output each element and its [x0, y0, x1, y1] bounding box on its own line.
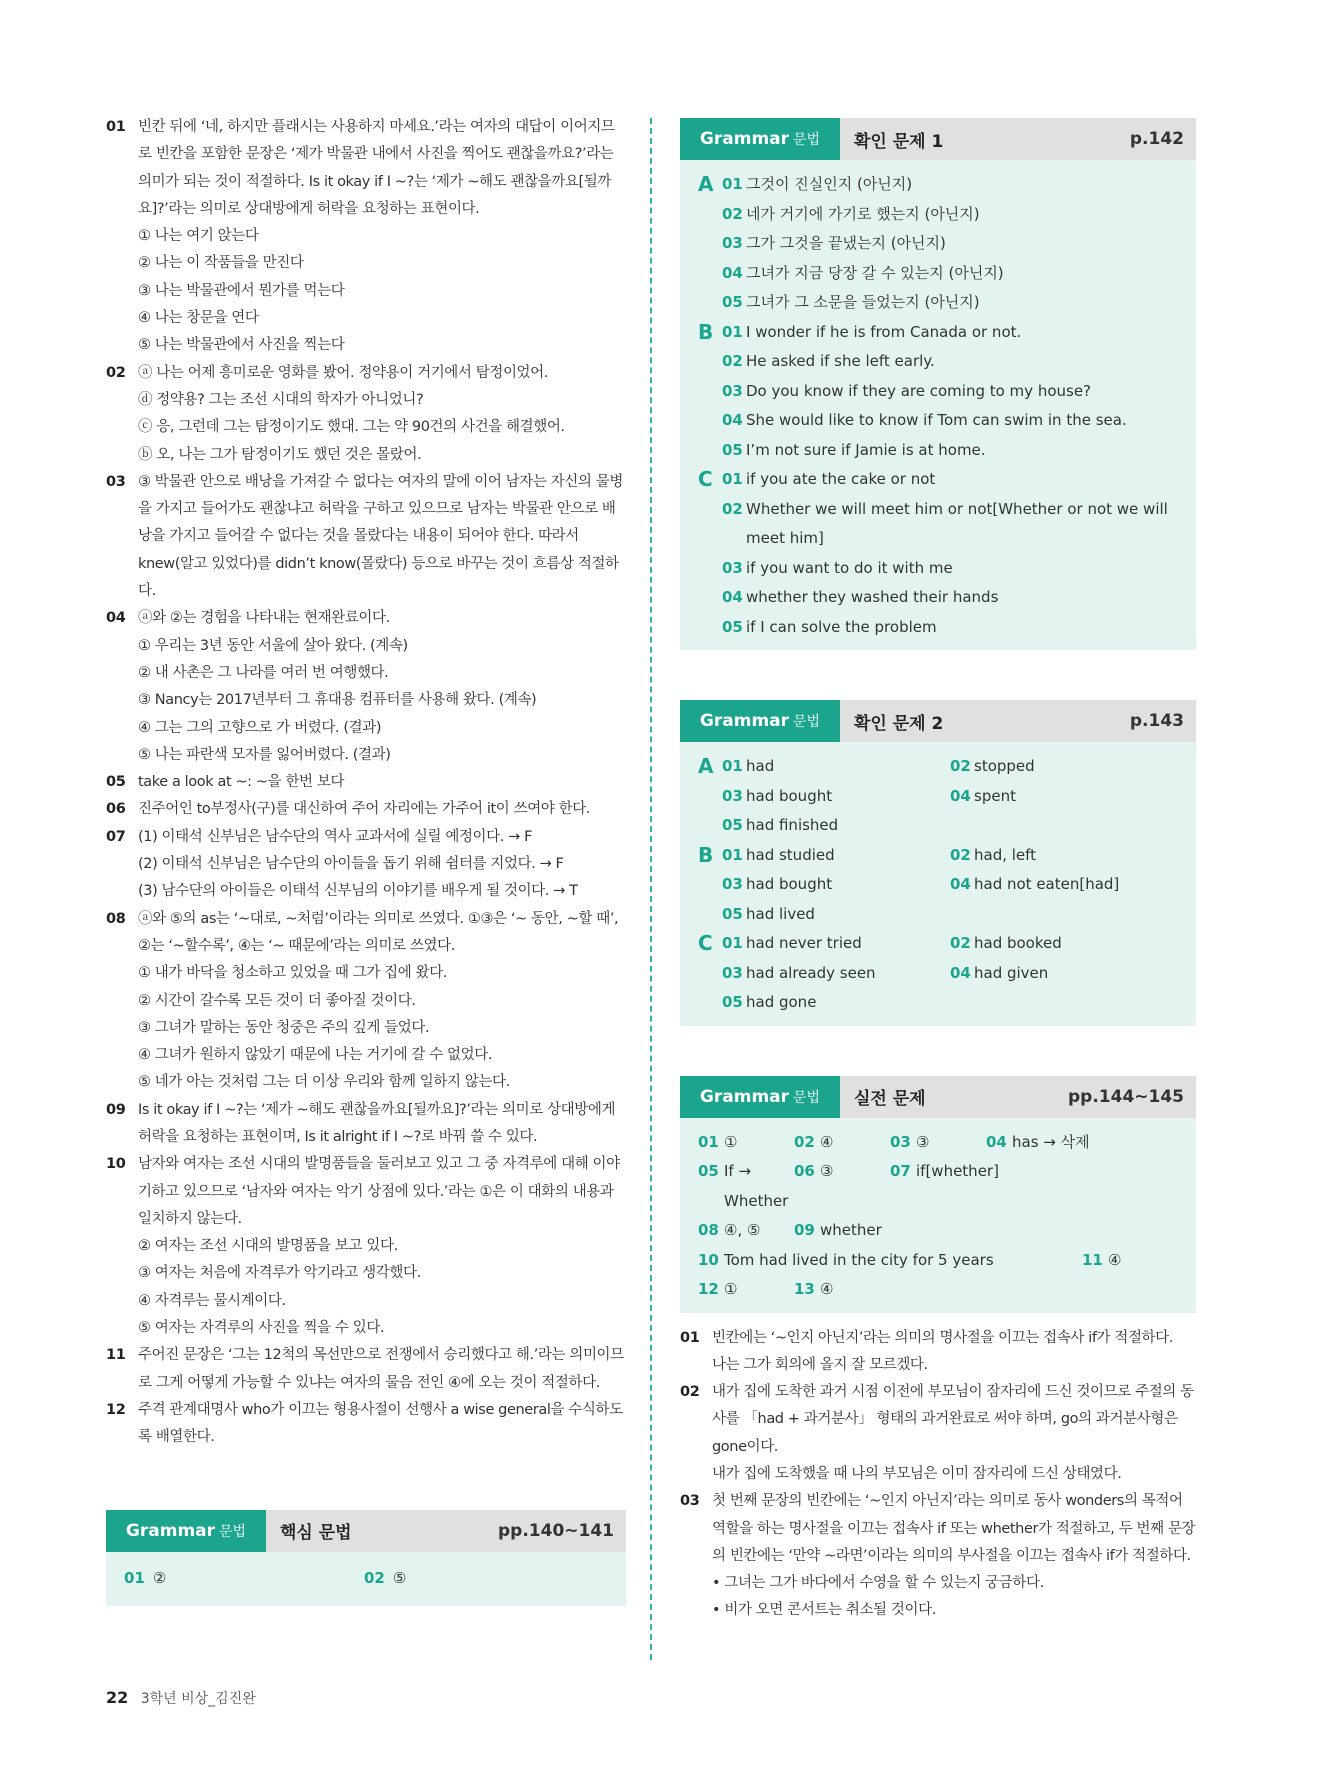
answer-text: ③: [820, 1162, 834, 1180]
item-body: [138, 1342, 626, 1397]
answer-num: 04: [722, 411, 743, 429]
answer-line: [722, 465, 1180, 495]
answer-num: 03: [722, 786, 743, 805]
answer-text: had: [746, 757, 775, 775]
item-number: 07: [106, 828, 126, 845]
item-body: [712, 1488, 1196, 1624]
explanation-item: [106, 605, 626, 769]
box-body: [680, 742, 1196, 1026]
answer-line: [722, 377, 1180, 407]
answer-num: 02: [950, 845, 971, 864]
box-page-ref: pp.144~145: [1067, 1086, 1184, 1107]
answer-num: 02: [722, 204, 743, 223]
answer-cell: [698, 1157, 794, 1216]
answer-text: whether they washed their hands: [746, 588, 999, 606]
answer-text: I’m not sure if Jamie is at home.: [746, 440, 986, 459]
grammar-badge: [680, 1076, 840, 1118]
section-letter: B: [698, 842, 714, 867]
item-number: 08: [106, 910, 126, 927]
answer-cell: [950, 752, 1180, 782]
section-c: [698, 929, 1180, 1018]
answer-text: had not eaten[had]: [974, 875, 1120, 893]
item-line: ⑤ 나는 박물관에서 사진을 찍는다: [138, 337, 345, 354]
answer-cell: [794, 1157, 890, 1216]
answer-cell: [722, 811, 950, 841]
explanation-item: [106, 469, 626, 605]
item-number: 11: [106, 1347, 126, 1364]
item-line: take a look at ~: ~을 한번 보다: [138, 774, 345, 791]
answer-row: [722, 752, 1180, 782]
answer-value: ②: [152, 1568, 167, 1587]
section-answers: [722, 929, 1180, 1018]
box-page-ref: pp.140~141: [497, 1520, 614, 1541]
item-line: ④ 나는 창문을 연다: [138, 310, 259, 327]
item-body: [138, 906, 626, 1097]
answer-cell: [950, 929, 1180, 959]
answer-num: 04: [986, 1132, 1007, 1151]
item-line: 내가 집에 도착했을 때 나의 부모님은 이미 잠자리에 드신 상태였다.: [712, 1465, 1122, 1482]
answer-num: 03: [722, 875, 743, 893]
item-line: ④ 그는 그의 고향으로 가 버렸다. (결과): [138, 719, 382, 736]
box-header: [680, 1076, 1196, 1118]
item-body: [138, 1097, 626, 1152]
section-a: [698, 170, 1180, 318]
answer-item: [364, 1564, 406, 1596]
answer-text: had bought: [746, 786, 833, 805]
explanation-item: [106, 114, 626, 360]
answer-text: if I can solve the problem: [746, 617, 937, 636]
answer-text: spent: [974, 786, 1016, 805]
item-line: ② 나는 이 작품들을 만진다: [138, 255, 304, 272]
answer-line: [722, 200, 1180, 230]
badge-label-kr: 문법: [793, 714, 821, 730]
box-page-ref: p.142: [1129, 129, 1184, 149]
section-letter: C: [698, 931, 713, 955]
item-number: 06: [106, 801, 126, 818]
answer-num: 03: [890, 1132, 911, 1151]
answer-num: 04: [950, 786, 971, 805]
answer-text: She would like to know if Tom can swim in the sea.: [746, 411, 1127, 429]
answer-row: [722, 988, 1180, 1018]
section-letter: B: [698, 319, 714, 344]
item-line: ③ 나는 박물관에서 뭔가를 먹는다: [138, 282, 345, 299]
box-title: 확인 문제 2: [854, 713, 944, 734]
item-line: ① 우리는 3년 동안 서울에 살아 왔다. (계속): [138, 637, 408, 654]
item-line: ⑤ 나는 파란색 모자를 잃어버렸다. (결과): [138, 746, 391, 763]
answer-row: [722, 841, 1180, 871]
column-divider: [650, 118, 652, 1660]
grammar-badge: [680, 118, 840, 160]
answer-row: [698, 1216, 1180, 1246]
answer-num: 04: [950, 963, 971, 982]
item-number: 01: [680, 1329, 700, 1346]
item-line: ⑤ 여자는 자격루의 사진을 찍을 수 있다.: [138, 1320, 385, 1337]
item-number: 09: [106, 1101, 126, 1118]
item-line: (3) 남수단의 아이들은 이태석 신부님의 이야기를 배우게 될 것이다. → T: [138, 883, 578, 900]
answer-num: 05: [722, 904, 743, 923]
answer-line: [722, 554, 1180, 584]
section-letter: A: [698, 172, 714, 196]
section-answers: [722, 170, 1180, 318]
answer-num: 02: [794, 1132, 815, 1151]
answer-text: ④: [820, 1280, 834, 1298]
item-line: ⑤ 네가 아는 것처럼 그는 더 이상 우리와 함께 일하지 않는다.: [138, 1074, 510, 1091]
practice-problem-box: [680, 1076, 1196, 1313]
item-line: ① 나는 여기 앉는다: [138, 228, 259, 245]
answer-text: 그녀가 지금 당장 갈 수 있는지 (아닌지): [746, 263, 1004, 282]
answer-cell: [986, 1128, 1186, 1158]
answer-text: Whether we will meet him or not[Whether or not we will meet him]: [746, 499, 1168, 547]
answer-cell: [794, 1216, 890, 1246]
answer-num: 01: [722, 175, 743, 193]
answer-text: ③: [916, 1132, 930, 1151]
answer-text: If → Whether: [724, 1162, 789, 1210]
answer-cell: [950, 782, 1180, 812]
answer-text: 그녀가 그 소문을 들었는지 (아닌지): [746, 293, 980, 311]
answer-line: [722, 229, 1180, 259]
answer-text: I wonder if he is from Canada or not.: [746, 322, 1022, 341]
explanation-item: [106, 906, 626, 1097]
item-body: [138, 114, 626, 360]
item-line: Is it okay if I ~?는 ‘제가 ~해도 괜찮을까요[될까요]?’라는 의미로 상대방에게 허락을 요청하는 표현이며, Is it alright if I ~?로 바꿔 쓸 수 있다.: [138, 1101, 616, 1145]
answer-line: [722, 288, 1180, 318]
answer-num: 13: [794, 1280, 815, 1298]
answer-text: ①: [724, 1280, 738, 1298]
answer-text: ①: [724, 1132, 738, 1151]
answer-num: 01: [722, 934, 743, 952]
answer-row: [722, 870, 1180, 900]
answer-row: [722, 811, 1180, 841]
box-header: [680, 700, 1196, 742]
answer-text: whether: [820, 1221, 882, 1239]
item-line: ④ 그녀가 원하지 않았기 때문에 나는 거기에 갈 수 없었다.: [138, 1047, 493, 1064]
answer-cell: [794, 1275, 890, 1305]
answer-cell: [698, 1246, 1082, 1276]
answer-text: 네가 거기에 가기로 했는지 (아닌지): [746, 204, 980, 223]
answer-value: ⑤: [392, 1568, 407, 1587]
item-body: [138, 605, 626, 769]
item-body: [712, 1379, 1196, 1488]
explanation-item: [106, 360, 626, 469]
answer-text: had, left: [974, 845, 1037, 864]
explanation-list: [680, 1325, 1196, 1625]
answer-text: if you want to do it with me: [746, 558, 953, 577]
item-line: ⓑ 오, 나는 그가 탐정이기도 했던 것은 몰랐어.: [138, 446, 422, 463]
answer-line: [722, 318, 1180, 348]
item-line: ⓐ와 ⑤의 as는 ‘~대로, ~처럼’이라는 의미로 쓰였다. ①③은 ‘~ 동안, ~할 때’, ②는 ‘~할수록’, ④는 ‘~ 때문에’라는 의미로 쓰였다.: [138, 910, 619, 954]
answer-text: had lived: [746, 904, 815, 923]
answer-text: 그가 그것을 끝냈는지 (아닌지): [746, 234, 946, 252]
item-number: 03: [680, 1493, 700, 1510]
box-title: 핵심 문법: [280, 1523, 352, 1544]
answer-num: 01: [124, 1568, 145, 1587]
answer-text: ④: [820, 1132, 834, 1151]
answer-text: if[whether]: [916, 1162, 999, 1180]
item-line: 진주어인 to부정사(구)를 대신하여 주어 자리에는 가주어 it이 쓰여야 한다.: [138, 801, 591, 818]
item-line: ⓐ와 ②는 경험을 나타내는 현재완료이다.: [138, 610, 390, 627]
answer-cell: [950, 870, 1180, 900]
answer-text: Tom had lived in the city for 5 years: [724, 1250, 994, 1269]
answer-cell: [722, 782, 950, 812]
badge-label: Grammar: [699, 711, 790, 731]
section-c: [698, 465, 1180, 642]
answer-cell: [794, 1128, 890, 1158]
answer-text: He asked if she left early.: [746, 352, 935, 370]
explanation-item: [680, 1325, 1196, 1380]
item-line: ⓒ 응, 그런데 그는 탐정이기도 했대. 그는 약 90건의 사건을 해결했어.: [138, 419, 565, 436]
answer-num: 05: [722, 440, 743, 459]
item-body: [138, 824, 626, 906]
box-title: 실전 문제: [854, 1089, 926, 1109]
answer-line: [722, 613, 1180, 643]
box-body: [680, 1118, 1196, 1313]
answer-text: if you ate the cake or not: [746, 470, 936, 488]
answer-num: 01: [722, 757, 743, 775]
box-header: [106, 1510, 626, 1552]
section-answers: [722, 318, 1180, 466]
answer-num: 01: [722, 322, 743, 341]
answer-text: ④, ⑤: [724, 1221, 761, 1239]
check-problem-2-box: [680, 700, 1196, 1026]
explanation-item: [106, 796, 626, 823]
answer-cell: [698, 1128, 794, 1158]
answer-cell: [722, 900, 950, 930]
answer-text: had given: [974, 963, 1049, 982]
answer-cell: [698, 1216, 794, 1246]
grammar-badge: [106, 1510, 266, 1552]
right-column: [680, 118, 1196, 1625]
answer-num: 04: [722, 588, 743, 606]
answer-num: 05: [698, 1162, 719, 1180]
answer-cell: [890, 1157, 999, 1216]
answer-cell: [722, 988, 950, 1018]
explanation-list: [106, 114, 626, 1452]
section-answers: [722, 752, 1180, 841]
badge-label-kr: 문법: [793, 132, 821, 148]
answer-num: 01: [722, 470, 743, 488]
answer-row: [698, 1275, 1180, 1305]
item-line: • 그녀는 그가 바다에서 수영을 할 수 있는지 궁금하다.: [712, 1575, 1044, 1592]
answer-num: 11: [1082, 1250, 1103, 1269]
answer-num: 03: [722, 234, 743, 252]
item-line: 첫 번째 문장의 빈칸에는 ‘~인지 아닌지’라는 의미로 동사 wonders의 목적어 역할을 하는 명사절을 이끄는 접속사 if 또는 whether가 적절하고, 두 번째 문장의 빈칸에는 ‘만약 ~라면’이라는 의미의 부사절을 이끄는 접속사 if가 적절하다.: [712, 1493, 1196, 1564]
answer-text: had never tried: [746, 934, 862, 952]
answer-text: had bought: [746, 875, 833, 893]
answer-line: [722, 495, 1180, 554]
answer-cell: [722, 752, 950, 782]
box-title: 확인 문제 1: [854, 131, 944, 152]
answer-num: 05: [722, 816, 743, 834]
answer-num: 10: [698, 1250, 719, 1269]
section-letter: C: [698, 467, 713, 491]
section-b: [698, 318, 1180, 466]
answer-num: 03: [722, 381, 743, 400]
explanation-item: [680, 1488, 1196, 1624]
answer-row: [722, 900, 1180, 930]
item-line: ② 시간이 갈수록 모든 것이 더 좋아질 것이다.: [138, 992, 416, 1009]
answer-text: 그것이 진실인지 (아닌지): [746, 175, 913, 193]
answer-text: had studied: [746, 845, 835, 864]
answer-num: 01: [722, 845, 743, 864]
answer-cell: [722, 870, 950, 900]
answer-cell: [722, 959, 950, 989]
answer-line: [722, 436, 1180, 466]
section-b: [698, 841, 1180, 930]
item-number: 03: [106, 473, 126, 490]
answer-line: [722, 583, 1180, 613]
answer-row: [698, 1157, 1180, 1216]
item-line: 주어진 문장은 ‘그는 12척의 목선만으로 전쟁에서 승리했다고 해.’라는 의미이므로 그게 어떻게 가능할 수 있냐는 여자의 물음 전인 ④에 오는 것이 적절하다.: [138, 1347, 624, 1391]
answer-row: [722, 929, 1180, 959]
answer-num: 02: [950, 934, 971, 952]
item-line: ④ 자격루는 물시계이다.: [138, 1292, 286, 1309]
item-number: 02: [106, 364, 126, 381]
answer-cell: [950, 841, 1180, 871]
answer-line: [722, 170, 1180, 200]
section-answers: [722, 465, 1180, 642]
answer-num: 05: [722, 993, 743, 1011]
item-body: [138, 1151, 626, 1342]
item-line: • 비가 오면 콘서트는 취소될 것이다.: [712, 1602, 936, 1619]
item-line: (2) 이태석 신부님은 남수단의 아이들을 돕기 위해 쉼터를 지었다. → F: [138, 856, 564, 873]
item-line: ③ 여자는 처음에 자격루가 악기라고 생각했다.: [138, 1265, 421, 1282]
answer-text: had already seen: [746, 963, 876, 982]
answer-cell: [950, 959, 1180, 989]
answer-num: 04: [722, 263, 743, 282]
badge-label: Grammar: [125, 1520, 216, 1541]
answer-row: [698, 1128, 1180, 1158]
answer-row: [698, 1246, 1180, 1276]
answer-text: had booked: [974, 934, 1062, 952]
box-header: [680, 118, 1196, 160]
section-letter: A: [698, 754, 714, 778]
item-line: 빈칸에는 ‘~인지 아닌지’라는 의미의 명사절을 이끄는 접속사 if가 적절하다.: [712, 1329, 1173, 1346]
item-line: 주격 관계대명사 who가 이끄는 형용사절이 선행사 a wise general을 수식하도록 배열한다.: [138, 1401, 623, 1446]
answer-text: had gone: [746, 993, 817, 1011]
answer-cell: [722, 929, 950, 959]
answer-num: 05: [722, 617, 743, 636]
answer-text: Do you know if they are coming to my house?: [746, 381, 1092, 400]
answer-num: 04: [950, 875, 971, 893]
item-body: [712, 1325, 1196, 1380]
badge-label-kr: 문법: [793, 1089, 821, 1106]
explanation-item: [106, 1151, 626, 1342]
answer-num: 12: [698, 1280, 719, 1298]
item-line: (1) 이태석 신부님은 남수단의 역사 교과서에 실릴 예정이다. → F: [138, 828, 533, 845]
item-body: [138, 360, 626, 469]
item-line: ③ 그녀가 말하는 동안 청중은 주의 깊게 들었다.: [138, 1019, 430, 1036]
answer-text: stopped: [974, 757, 1035, 775]
answer-num: 07: [890, 1162, 911, 1180]
item-body: [138, 769, 626, 796]
item-number: 02: [680, 1384, 700, 1401]
left-column: [106, 114, 626, 1606]
item-body: [138, 469, 626, 605]
answer-item: [124, 1564, 364, 1596]
badge-label-kr: 문법: [219, 1523, 247, 1540]
section-answers: [722, 841, 1180, 930]
item-body: [138, 796, 626, 823]
answer-cell: [890, 1128, 986, 1158]
answer-num: 05: [722, 293, 743, 311]
answer-num: 06: [794, 1162, 815, 1180]
item-body: [138, 1397, 626, 1452]
answer-row: [722, 959, 1180, 989]
answer-cell: [698, 1275, 794, 1305]
answer-text: had finished: [746, 816, 839, 834]
item-line: ② 내 사촌은 그 나라를 여러 번 여행했다.: [138, 664, 389, 681]
item-line: ③ 박물관 안으로 배낭을 가져갈 수 없다는 여자의 말에 이어 남자는 자신의 물병을 가지고 들어가도 괜찮냐고 허락을 구하고 있으므로 남자는 박물관 안으로 배낭을 가지고 들어갈 수 없다는 것을 몰랐다는 내용이 되어야 한다. 따라서 knew(알고 있었다)를 didn’t know(몰랐다) 등으로 바꾸는 것이 흐름상 적절하다.: [138, 473, 623, 600]
explanation-item: [106, 1397, 626, 1452]
item-line: ⓓ 정약용? 그는 조선 시대의 학자가 아니었니?: [138, 391, 424, 408]
grammar-badge: [680, 700, 840, 742]
answer-num: 08: [698, 1221, 719, 1239]
answer-text: ④: [1108, 1250, 1122, 1269]
badge-label: Grammar: [699, 1086, 790, 1107]
item-number: 04: [106, 610, 126, 627]
answer-line: [722, 259, 1180, 289]
explanation-item: [106, 1097, 626, 1152]
core-grammar-box: [106, 1510, 626, 1606]
explanation-item: [106, 1342, 626, 1397]
answer-cell: [722, 841, 950, 871]
footer-text: 3학년 비상_김진완: [140, 1691, 256, 1707]
answer-cell: [1082, 1246, 1178, 1276]
answer-num: 09: [794, 1221, 815, 1239]
answer-num: 02: [722, 352, 743, 370]
explanation-item: [106, 769, 626, 796]
item-line: ③ Nancy는 2017년부터 그 휴대용 컴퓨터를 사용해 왔다. (계속): [138, 692, 537, 709]
explanation-item: [106, 824, 626, 906]
answer-line: [722, 347, 1180, 377]
check-problem-1-box: [680, 118, 1196, 650]
item-line: ⓐ 나는 어제 흥미로운 영화를 봤어. 정약용이 거기에서 탐정이었어.: [138, 364, 548, 381]
answer-line: [722, 406, 1180, 436]
answer-num: 02: [364, 1568, 385, 1587]
item-line: 빈칸 뒤에 ‘네, 하지만 플래시는 사용하지 마세요.’라는 여자의 대답이 이어지므로 빈칸을 포함한 문장은 ‘제가 박물관 내에서 사진을 찍어도 괜찮을까요?’라는 의미가 되는 것이 적절하다. Is it okay if I ~?는 ‘제가 ~해도 괜찮을까요[될까요]?’라는 의미로 상대방에게 허락을 요청하는 표현이다.: [138, 119, 615, 217]
answer-num: 03: [722, 558, 743, 577]
answer-row: [722, 782, 1180, 812]
badge-label: Grammar: [699, 129, 790, 149]
explanation-item: [680, 1379, 1196, 1488]
item-number: 10: [106, 1156, 126, 1173]
item-number: 05: [106, 774, 126, 791]
box-body: [106, 1552, 626, 1606]
answer-num: 02: [722, 499, 743, 518]
item-line: 내가 집에 도착한 과거 시점 이전에 부모님이 잠자리에 드신 것이므로 주절의 동사를 「had + 과거분사」 형태의 과거완료로 써야 하며, go의 과거분사형은 gone이다.: [712, 1384, 1194, 1455]
item-line: 나는 그가 회의에 올지 잘 모르겠다.: [712, 1356, 928, 1373]
item-line: ② 여자는 조선 시대의 발명품을 보고 있다.: [138, 1238, 398, 1255]
item-line: 남자와 여자는 조선 시대의 발명품들을 둘러보고 있고 그 중 자격루에 대해 이야기하고 있으므로 ‘남자와 여자는 악기 상점에 있다.’라는 ①은 이 대화의 내용과 일치하지 않는다.: [138, 1156, 620, 1227]
answer-num: 01: [698, 1132, 719, 1151]
page-footer: [106, 1688, 256, 1708]
item-number: 01: [106, 119, 126, 135]
item-line: ① 내가 바닥을 청소하고 있었을 때 그가 집에 왔다.: [138, 965, 448, 982]
answer-num: 02: [950, 757, 971, 775]
page-number: 22: [106, 1688, 129, 1707]
box-page-ref: p.143: [1129, 711, 1184, 731]
answer-text: has → 삭제: [1012, 1132, 1090, 1151]
box-body: [680, 160, 1196, 650]
answer-num: 03: [722, 963, 743, 982]
section-a: [698, 752, 1180, 841]
item-number: 12: [106, 1401, 126, 1418]
